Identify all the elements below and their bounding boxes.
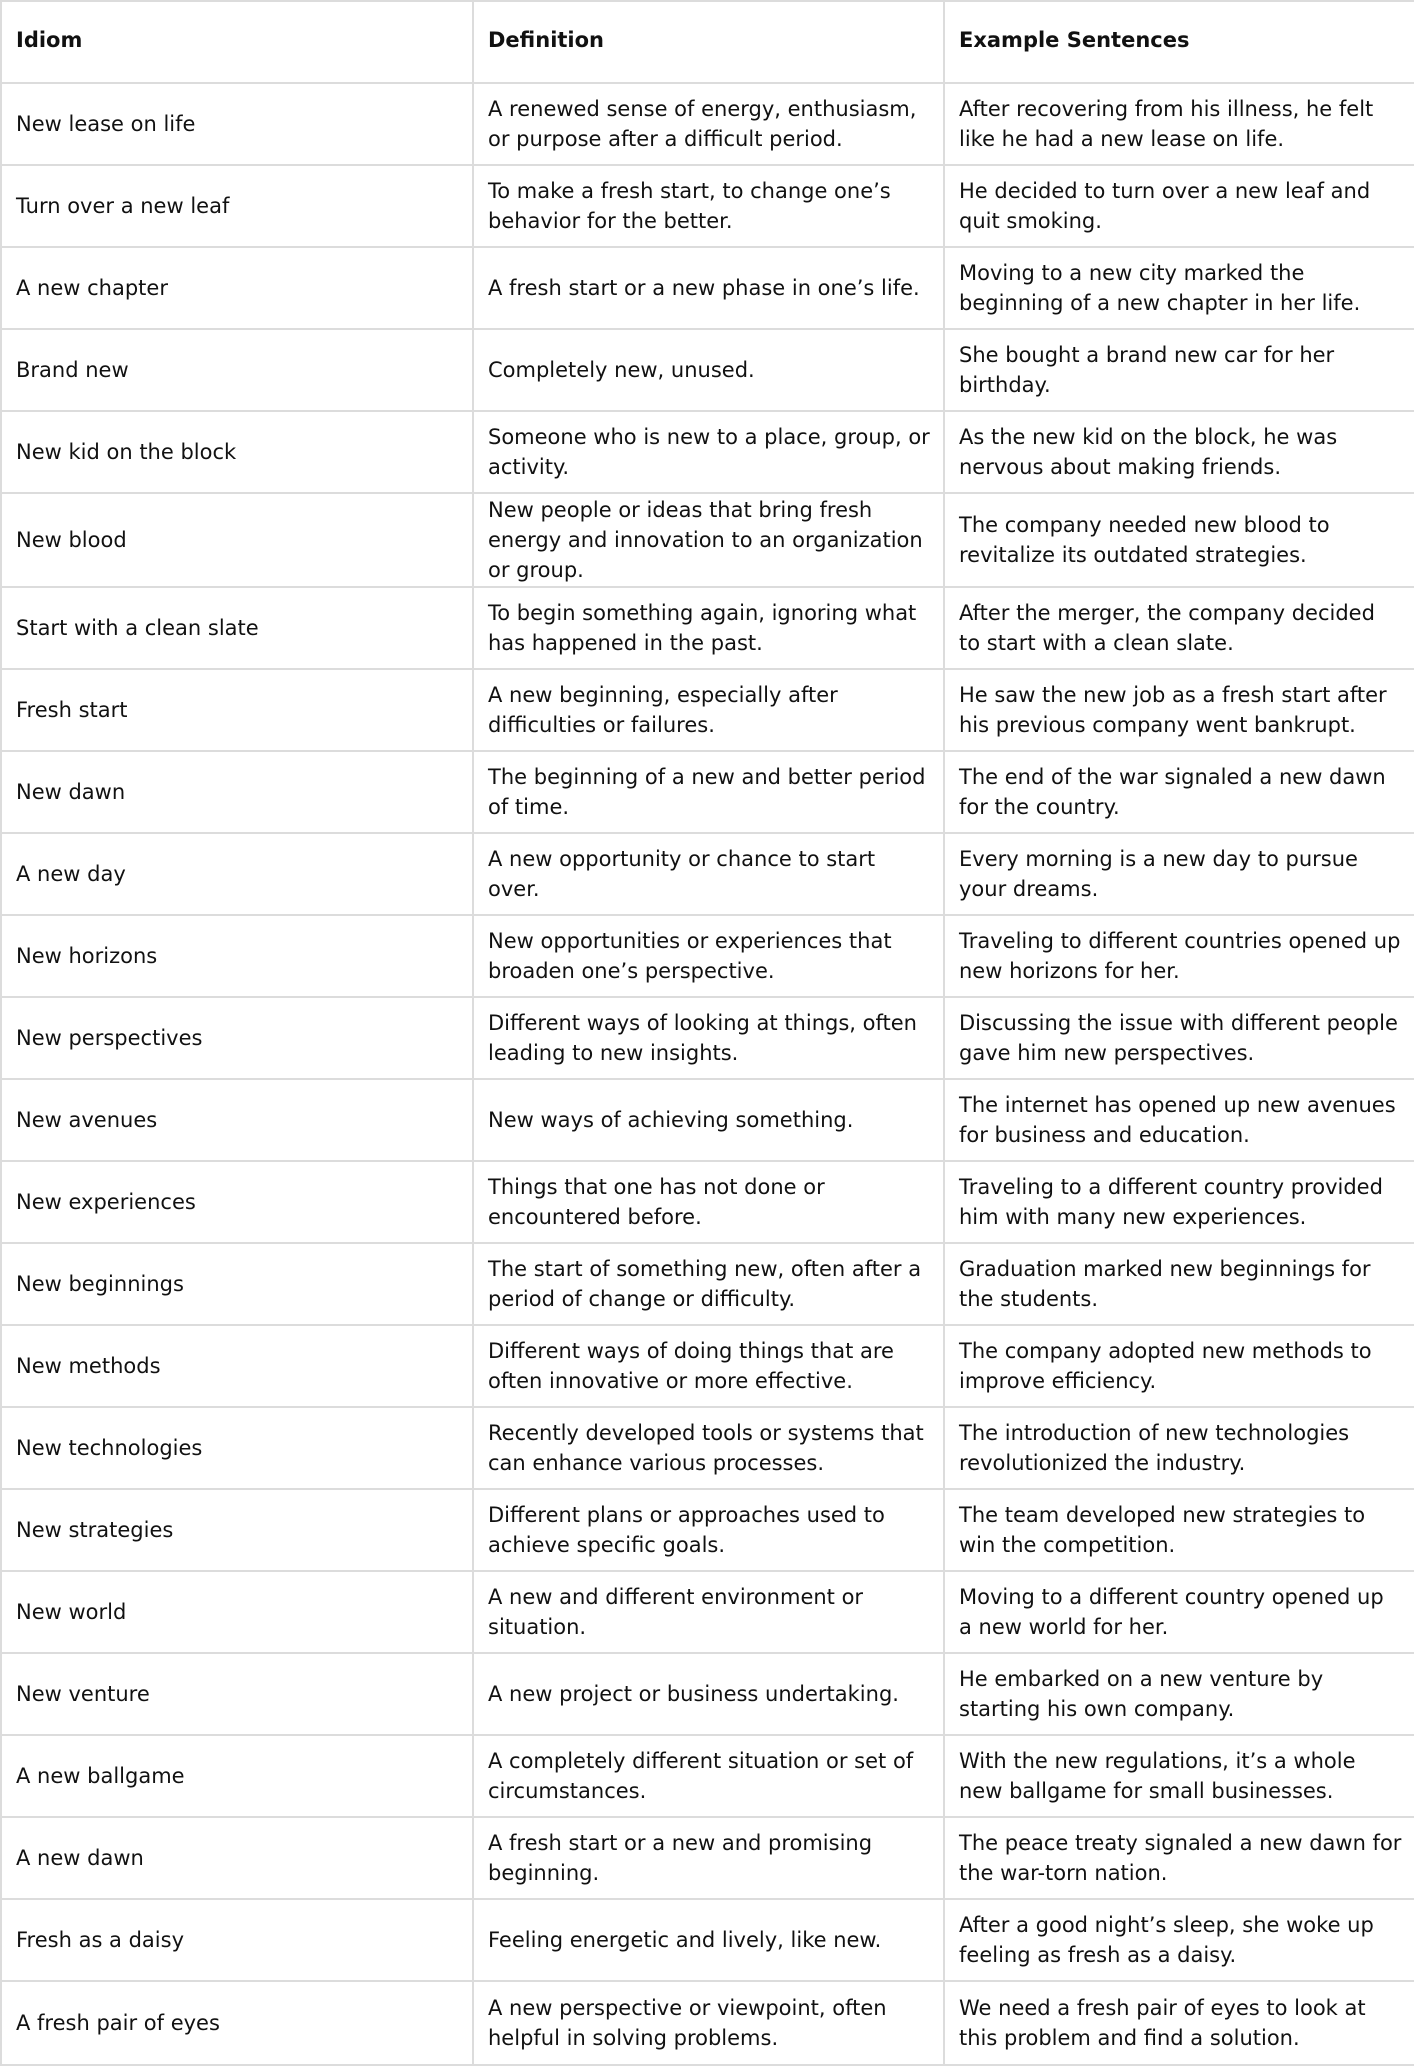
- idiom-cell: New lease on life: [1, 83, 473, 165]
- example-cell: Discussing the issue with different people gave him new perspectives.: [944, 997, 1414, 1079]
- definition-cell: A renewed sense of energy, enthusiasm, or purpose after a difficult period.: [473, 83, 944, 165]
- table-header: [1, 1, 1414, 83]
- idiom-cell: New experiences: [1, 1161, 473, 1243]
- idiom-cell: New beginnings: [1, 1243, 473, 1325]
- table-row: [1, 751, 1414, 833]
- example-cell: Traveling to different countries opened up new horizons for her.: [944, 915, 1414, 997]
- definition-cell: Recently developed tools or systems that can enhance various processes.: [473, 1407, 944, 1489]
- definition-cell: A new opportunity or chance to start over.: [473, 833, 944, 915]
- definition-cell: New ways of achieving something.: [473, 1079, 944, 1161]
- definition-cell: To begin something again, ignoring what has happened in the past.: [473, 587, 944, 669]
- table-row: [1, 411, 1414, 493]
- example-cell: Moving to a different country opened up a new world for her.: [944, 1571, 1414, 1653]
- definition-cell: Completely new, unused.: [473, 329, 944, 411]
- idiom-cell: A new ballgame: [1, 1735, 473, 1817]
- example-cell: With the new regulations, it’s a whole new ballgame for small businesses.: [944, 1735, 1414, 1817]
- definition-cell: Different plans or approaches used to achieve specific goals.: [473, 1489, 944, 1571]
- idiom-cell: A fresh pair of eyes: [1, 1981, 473, 2065]
- idiom-cell: New methods: [1, 1325, 473, 1407]
- definition-cell: To make a fresh start, to change one’s behavior for the better.: [473, 165, 944, 247]
- example-cell: Every morning is a new day to pursue your dreams.: [944, 833, 1414, 915]
- idiom-cell: New blood: [1, 493, 473, 587]
- table-row: [1, 1571, 1414, 1653]
- definition-cell: Different ways of doing things that are often innovative or more effective.: [473, 1325, 944, 1407]
- table-row: [1, 83, 1414, 165]
- table-row: [1, 997, 1414, 1079]
- idiom-cell: Fresh start: [1, 669, 473, 751]
- definition-cell: A new perspective or viewpoint, often helpful in solving problems.: [473, 1981, 944, 2065]
- table-row: [1, 247, 1414, 329]
- idiom-cell: New kid on the block: [1, 411, 473, 493]
- table-row: [1, 915, 1414, 997]
- table-row: [1, 1407, 1414, 1489]
- table-row: [1, 165, 1414, 247]
- idiom-cell: New avenues: [1, 1079, 473, 1161]
- idiom-cell: A new chapter: [1, 247, 473, 329]
- table-row: [1, 587, 1414, 669]
- table-row: [1, 1489, 1414, 1571]
- definition-cell: A fresh start or a new phase in one’s life.: [473, 247, 944, 329]
- table-row: [1, 669, 1414, 751]
- definition-cell: A fresh start or a new and promising beginning.: [473, 1817, 944, 1899]
- idiom-cell: Fresh as a daisy: [1, 1899, 473, 1981]
- table-row: [1, 833, 1414, 915]
- example-cell: The internet has opened up new avenues for business and education.: [944, 1079, 1414, 1161]
- example-cell: As the new kid on the block, he was nervous about making friends.: [944, 411, 1414, 493]
- example-cell: The peace treaty signaled a new dawn for the war-torn nation.: [944, 1817, 1414, 1899]
- header-definition: Definition: [473, 1, 944, 83]
- example-cell: We need a fresh pair of eyes to look at this problem and find a solution.: [944, 1981, 1414, 2065]
- idiom-cell: New technologies: [1, 1407, 473, 1489]
- definition-cell: New opportunities or experiences that broaden one’s perspective.: [473, 915, 944, 997]
- table-row: [1, 493, 1414, 587]
- example-cell: After a good night’s sleep, she woke up feeling as fresh as a daisy.: [944, 1899, 1414, 1981]
- example-cell: The company needed new blood to revitalize its outdated strategies.: [944, 493, 1414, 587]
- definition-cell: Things that one has not done or encountered before.: [473, 1161, 944, 1243]
- definition-cell: The start of something new, often after a period of change or difficulty.: [473, 1243, 944, 1325]
- definition-cell: New people or ideas that bring fresh energy and innovation to an organization or group.: [473, 493, 944, 587]
- idiom-cell: New world: [1, 1571, 473, 1653]
- example-cell: He embarked on a new venture by starting his own company.: [944, 1653, 1414, 1735]
- definition-cell: A new and different environment or situation.: [473, 1571, 944, 1653]
- idiom-cell: Brand new: [1, 329, 473, 411]
- idiom-cell: New venture: [1, 1653, 473, 1735]
- example-cell: He saw the new job as a fresh start after his previous company went bankrupt.: [944, 669, 1414, 751]
- table-body: [1, 83, 1414, 2065]
- definition-cell: The beginning of a new and better period of time.: [473, 751, 944, 833]
- idiom-cell: New strategies: [1, 1489, 473, 1571]
- table-row: [1, 1817, 1414, 1899]
- example-cell: The team developed new strategies to win the competition.: [944, 1489, 1414, 1571]
- table-row: [1, 1653, 1414, 1735]
- definition-cell: Someone who is new to a place, group, or activity.: [473, 411, 944, 493]
- idiom-cell: A new dawn: [1, 1817, 473, 1899]
- definition-cell: Feeling energetic and lively, like new.: [473, 1899, 944, 1981]
- table-row: [1, 1735, 1414, 1817]
- header-idiom: Idiom: [1, 1, 473, 83]
- example-cell: The end of the war signaled a new dawn for the country.: [944, 751, 1414, 833]
- idiom-cell: New dawn: [1, 751, 473, 833]
- example-cell: Moving to a new city marked the beginning of a new chapter in her life.: [944, 247, 1414, 329]
- example-cell: Graduation marked new beginnings for the students.: [944, 1243, 1414, 1325]
- example-cell: She bought a brand new car for her birthday.: [944, 329, 1414, 411]
- definition-cell: Different ways of looking at things, often leading to new insights.: [473, 997, 944, 1079]
- table-row: [1, 1243, 1414, 1325]
- table-row: [1, 1325, 1414, 1407]
- example-cell: After the merger, the company decided to start with a clean slate.: [944, 587, 1414, 669]
- table-row: [1, 1161, 1414, 1243]
- example-cell: Traveling to a different country provided him with many new experiences.: [944, 1161, 1414, 1243]
- definition-cell: A new project or business undertaking.: [473, 1653, 944, 1735]
- table-row: [1, 1981, 1414, 2065]
- header-example-sentences: Example Sentences: [944, 1, 1414, 83]
- idiom-cell: New horizons: [1, 915, 473, 997]
- example-cell: The company adopted new methods to improve efficiency.: [944, 1325, 1414, 1407]
- idiom-cell: Turn over a new leaf: [1, 165, 473, 247]
- definition-cell: A new beginning, especially after difficulties or failures.: [473, 669, 944, 751]
- idiom-cell: A new day: [1, 833, 473, 915]
- idiom-cell: New perspectives: [1, 997, 473, 1079]
- table-row: [1, 1899, 1414, 1981]
- example-cell: He decided to turn over a new leaf and quit smoking.: [944, 165, 1414, 247]
- header-row: [1, 1, 1414, 83]
- table-row: [1, 1079, 1414, 1161]
- table-row: [1, 329, 1414, 411]
- definition-cell: A completely different situation or set of circumstances.: [473, 1735, 944, 1817]
- example-cell: The introduction of new technologies revolutionized the industry.: [944, 1407, 1414, 1489]
- idiom-cell: Start with a clean slate: [1, 587, 473, 669]
- example-cell: After recovering from his illness, he felt like he had a new lease on life.: [944, 83, 1414, 165]
